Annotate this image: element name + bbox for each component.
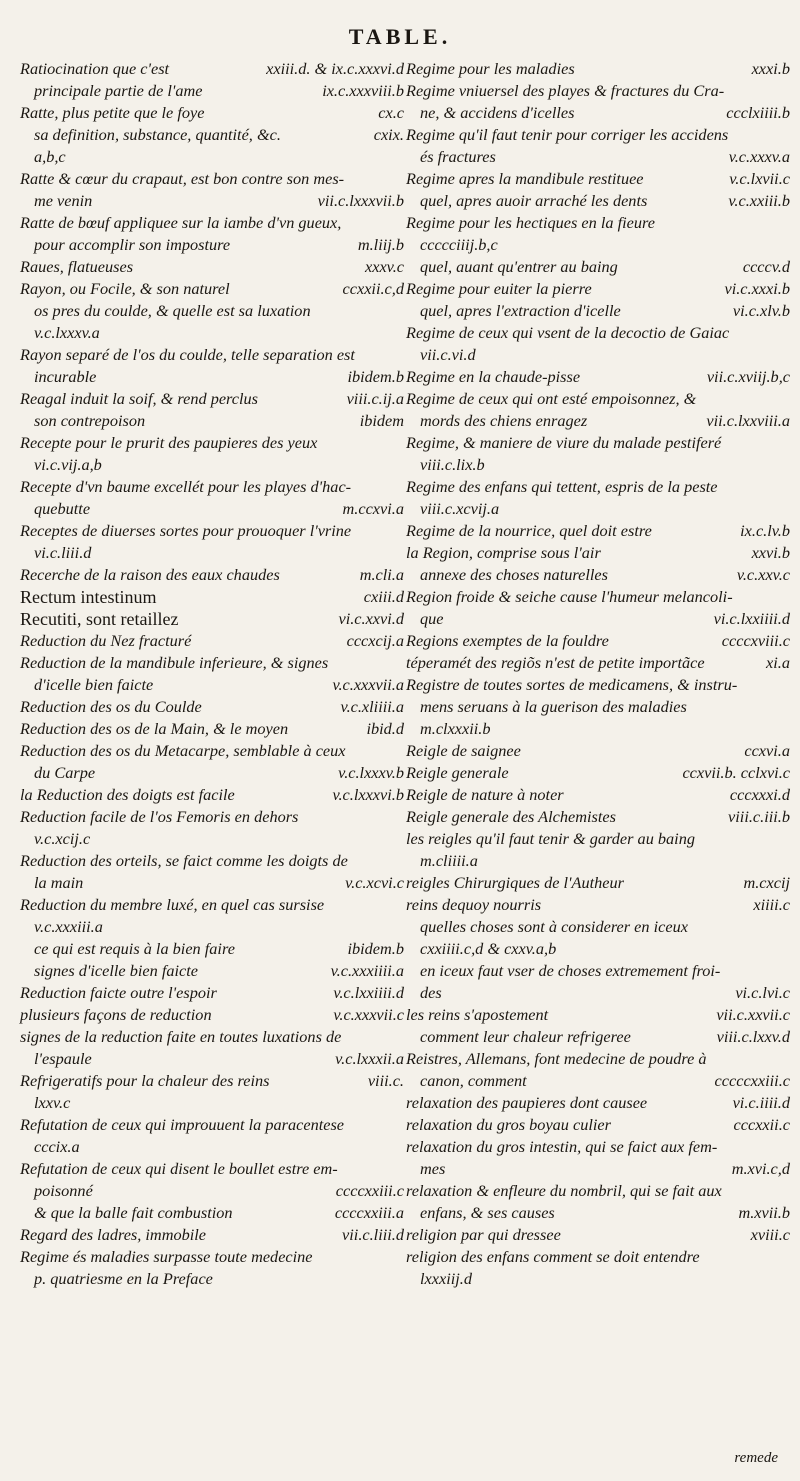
entry-text: mes — [420, 1159, 446, 1178]
index-entry — [20, 674, 404, 696]
index-entry — [20, 432, 404, 454]
entry-text: Reigle generale — [406, 763, 509, 782]
index-entry — [406, 630, 790, 652]
index-entry — [406, 58, 790, 80]
entry-text: Recerche de la raison des eaux chaudes — [20, 565, 280, 584]
index-entry — [20, 1136, 404, 1158]
entry-reference: ccccxxiii.a — [331, 1202, 404, 1224]
entry-reference: xiiii.c — [749, 894, 790, 916]
entry-text: Reigle de saignee — [406, 741, 521, 760]
entry-reference: ccccxviii.c — [718, 630, 790, 652]
index-entry — [406, 762, 790, 784]
index-entry — [406, 608, 790, 630]
entry-text: relaxation & enfleure du nombril, qui se fait aux — [406, 1181, 722, 1200]
entry-reference: vii.c.xviij.b,c — [703, 366, 790, 388]
entry-reference: m.cxcij — [739, 872, 790, 894]
index-entry — [20, 366, 404, 388]
entry-text: mords des chiens enragez — [420, 411, 588, 430]
index-entry — [406, 1158, 790, 1180]
index-entry — [20, 916, 404, 938]
entry-reference: v.c.lxxiiii.d — [329, 982, 404, 1004]
entry-text: relaxation du gros boyau culier — [406, 1115, 611, 1134]
entry-text: les reins s'apostement — [406, 1005, 549, 1024]
entry-text: Regime apres la mandibule restituee — [406, 169, 644, 188]
entry-text: viii.c.lix.b — [420, 455, 485, 474]
index-entry — [406, 674, 790, 696]
entry-reference: cccccxxiii.c — [711, 1070, 790, 1092]
entry-text: relaxation du gros intestin, qui se faict aux fem- — [406, 1137, 718, 1156]
entry-text: Regime en la chaude-pisse — [406, 367, 581, 386]
entry-text: plusieurs façons de reduction — [20, 1005, 212, 1024]
entry-text: Recutiti, sont retaillez — [20, 609, 179, 629]
entry-text: les reigles qu'il faut tenir & garder au baing — [406, 829, 695, 848]
index-entry — [406, 520, 790, 542]
entry-text: lxxxiij.d — [420, 1269, 472, 1288]
index-entry — [20, 784, 404, 806]
entry-reference: v.c.xxxvii.c — [329, 1004, 404, 1026]
index-entry — [20, 938, 404, 960]
index-entry — [20, 190, 404, 212]
entry-text: Reistres, Allemans, font medecine de poudre à — [406, 1049, 707, 1068]
index-entry — [406, 432, 790, 454]
index-entry — [20, 894, 404, 916]
entry-text: vi.c.liii.d — [34, 543, 92, 562]
index-entry — [20, 1180, 404, 1202]
index-entry — [20, 410, 404, 432]
entry-text: annexe des choses naturelles — [420, 565, 608, 584]
index-entry — [406, 1246, 790, 1268]
entry-text: signes de la reduction faite en toutes luxations de — [20, 1027, 342, 1046]
entry-text: Regime de la nourrice, quel doit estre — [406, 521, 652, 540]
entry-text: principale partie de l'ame — [34, 81, 203, 100]
index-entry — [20, 102, 404, 124]
entry-reference: v.c.xxxiiii.a — [327, 960, 404, 982]
index-entry — [20, 1268, 404, 1290]
index-entry — [20, 960, 404, 982]
entry-text: Reduction des os de la Main, & le moyen — [20, 719, 289, 738]
entry-text: Recepte pour le prurit des paupieres des yeux — [20, 433, 318, 452]
index-entry — [406, 344, 790, 366]
entry-reference: xxxv.c — [361, 256, 404, 278]
entry-reference: xxiii.d. & ix.c.xxxvi.d — [262, 58, 404, 80]
entry-reference: viii.c.ij.a — [343, 388, 404, 410]
index-entry — [406, 454, 790, 476]
index-entry — [20, 344, 404, 366]
index-entry — [20, 1048, 404, 1070]
entry-text: Reduction faicte outre l'espoir — [20, 983, 217, 1002]
entry-reference: vi.c.lxxiiii.d — [710, 608, 790, 630]
index-entry — [20, 982, 404, 1004]
entry-text: Ratte & cœur du crapaut, est bon contre son mes- — [20, 169, 345, 188]
index-entry — [406, 146, 790, 168]
entry-text: ce qui est requis à la bien faire — [34, 939, 235, 958]
index-entry — [406, 784, 790, 806]
entry-reference: ibidem.b — [343, 366, 404, 388]
index-entry — [406, 1092, 790, 1114]
index-entry — [20, 1224, 404, 1246]
entry-text: pour accomplir son imposture — [34, 235, 231, 254]
entry-text: Reduction du Nez fracturé — [20, 631, 192, 650]
entry-text: Regime de ceux qui vsent de la decoctio de Gaiac — [406, 323, 730, 342]
index-entry — [406, 542, 790, 564]
entry-text: Region froide & seiche cause l'humeur melancoli- — [406, 587, 733, 606]
index-entry — [20, 586, 404, 608]
index-entry — [406, 102, 790, 124]
index-entry — [20, 630, 404, 652]
entry-reference: xxvi.b — [748, 542, 790, 564]
entry-text: Ratte, plus petite que le foye — [20, 103, 205, 122]
entry-text: religion des enfans comment se doit entendre — [406, 1247, 700, 1266]
entry-text: poisonné — [34, 1181, 93, 1200]
entry-text: Reduction de la mandibule inferieure, & signes — [20, 653, 329, 672]
entry-reference: vi.c.xxvi.d — [334, 608, 404, 630]
index-entry — [20, 212, 404, 234]
entry-text: Regime, & maniere de viure du malade pestiferé — [406, 433, 722, 452]
entry-reference: cxiii.d — [360, 586, 404, 608]
entry-text: me venin — [34, 191, 93, 210]
entry-text: m.clxxxii.b — [420, 719, 491, 738]
entry-text: & que la balle fait combustion — [34, 1203, 233, 1222]
entry-text: Regions exemptes de la fouldre — [406, 631, 609, 650]
entry-reference: cxix. — [370, 124, 404, 146]
entry-reference: xviii.c — [747, 1224, 790, 1246]
entry-text: quel, apres auoir arraché les dents — [420, 191, 648, 210]
entry-text: Regard des ladres, immobile — [20, 1225, 207, 1244]
entry-text: a,b,c — [34, 147, 66, 166]
entry-text: enfans, & ses causes — [420, 1203, 555, 1222]
entry-reference: v.c.lxxxv.b — [334, 762, 404, 784]
entry-reference: vi.c.xlv.b — [729, 300, 790, 322]
entry-text: son contrepoison — [34, 411, 146, 430]
entry-text: comment leur chaleur refrigeree — [420, 1027, 631, 1046]
entry-text: Regime és maladies surpasse toute medecine — [20, 1247, 313, 1266]
entry-reference: m.xvii.b — [734, 1202, 790, 1224]
entry-text: quel, auant qu'entrer au baing — [420, 257, 618, 276]
index-entry — [406, 740, 790, 762]
entry-reference: m.cli.a — [356, 564, 404, 586]
entry-reference: xxxi.b — [748, 58, 790, 80]
entry-text: la Reduction des doigts est facile — [20, 785, 235, 804]
entry-reference: ccccxxiii.c — [332, 1180, 404, 1202]
entry-text: Regime pour les hectiques en la fieure — [406, 213, 655, 232]
entry-text: Raues, flatueuses — [20, 257, 134, 276]
index-entry — [406, 80, 790, 102]
index-entry — [406, 190, 790, 212]
index-entry — [20, 806, 404, 828]
entry-reference: v.c.lxvii.c — [725, 168, 790, 190]
entry-text: quelles choses sont à considerer en iceux — [420, 917, 688, 936]
entry-reference: v.c.xliiii.a — [337, 696, 404, 718]
index-entry — [406, 916, 790, 938]
entry-reference: vi.c.iiii.d — [729, 1092, 790, 1114]
index-entry — [406, 806, 790, 828]
entry-text: en iceux faut vser de choses extremement froi- — [420, 961, 721, 980]
index-entry — [20, 476, 404, 498]
entry-reference: ibidem.b — [343, 938, 404, 960]
index-entry — [20, 1026, 404, 1048]
entry-text: Regime de ceux qui ont esté empoisonnez, & — [406, 389, 697, 408]
entry-text: Recepte d'vn baume excellét pour les playes d'hac- — [20, 477, 352, 496]
entry-reference: v.c.xxiii.b — [724, 190, 790, 212]
entry-text: quel, apres l'extraction d'icelle — [420, 301, 621, 320]
entry-reference: vii.c.lxxviii.a — [702, 410, 790, 432]
index-entry — [20, 168, 404, 190]
index-entry — [20, 80, 404, 102]
entry-text: Rayon, ou Focile, & son naturel — [20, 279, 230, 298]
index-entry — [20, 278, 404, 300]
entry-reference: vi.c.lvi.c — [731, 982, 790, 1004]
entry-text: Rayon separé de l'os du coulde, telle separation est — [20, 345, 355, 364]
index-entry — [20, 520, 404, 542]
left-column — [20, 58, 404, 1290]
index-entry — [20, 58, 404, 80]
index-entry — [20, 1158, 404, 1180]
index-entry — [20, 872, 404, 894]
index-entry — [20, 1004, 404, 1026]
entry-text: Regime pour euiter la pierre — [406, 279, 592, 298]
index-entry — [406, 1136, 790, 1158]
index-entry — [406, 278, 790, 300]
entry-reference: ibid.d — [362, 718, 404, 740]
index-entry — [406, 1048, 790, 1070]
index-entry — [20, 740, 404, 762]
index-entry — [406, 256, 790, 278]
entry-text: Refutation de ceux qui improuuent la paracentese — [20, 1115, 345, 1134]
index-entry — [406, 168, 790, 190]
index-entry — [406, 1004, 790, 1026]
entry-reference: xi.a — [762, 652, 790, 674]
entry-reference: ccxvi.a — [740, 740, 790, 762]
entry-text: la main — [34, 873, 84, 892]
index-entry — [406, 498, 790, 520]
entry-reference: vi.c.xxxi.b — [720, 278, 790, 300]
right-column — [406, 58, 790, 1290]
entry-text: Regime des enfans qui tettent, espris de la peste — [406, 477, 718, 496]
entry-reference: cccxxxi.d — [726, 784, 790, 806]
index-entry — [20, 1246, 404, 1268]
entry-text: quebutte — [34, 499, 91, 518]
entry-text: Reduction facile de l'os Femoris en dehors — [20, 807, 299, 826]
entry-reference: ccclxiiii.b — [722, 102, 790, 124]
entry-text: la Region, comprise sous l'air — [406, 543, 601, 562]
index-entry — [406, 1114, 790, 1136]
entry-reference: ix.c.lv.b — [736, 520, 790, 542]
entry-text: signes d'icelle bien faicte — [34, 961, 198, 980]
entry-reference: m.xvi.c,d — [728, 1158, 790, 1180]
entry-reference: viii.c. — [364, 1070, 404, 1092]
entry-text: vii.c.vi.d — [420, 345, 476, 364]
entry-text: Reduction des os du Metacarpe, semblable à ceux — [20, 741, 346, 760]
index-entry — [406, 982, 790, 1004]
index-entry — [406, 1026, 790, 1048]
index-entry — [406, 850, 790, 872]
index-entry — [406, 1268, 790, 1290]
entry-text: vi.c.vij.a,b — [34, 455, 102, 474]
entry-text: que — [420, 609, 444, 628]
entry-reference: v.c.xxxv.a — [725, 146, 790, 168]
entry-reference: vii.c.liii.d — [338, 1224, 404, 1246]
entry-reference: m.liij.b — [354, 234, 404, 256]
index-entry — [406, 366, 790, 388]
index-entry — [406, 322, 790, 344]
entry-reference: v.c.xcvi.c — [341, 872, 404, 894]
entry-text: Reduction du membre luxé, en quel cas sursise — [20, 895, 325, 914]
index-entry — [406, 410, 790, 432]
entry-reference: cccxcij.a — [343, 630, 404, 652]
entry-text: incurable — [34, 367, 97, 386]
index-entry — [20, 652, 404, 674]
entry-reference: ix.c.xxxviii.b — [318, 80, 404, 102]
index-entry — [406, 1070, 790, 1092]
entry-text: viii.c.xcvij.a — [420, 499, 500, 518]
index-entry — [20, 146, 404, 168]
entry-text: Regime vniuersel des playes & fractures du Cra- — [406, 81, 725, 100]
index-entry — [406, 872, 790, 894]
entry-text: du Carpe — [34, 763, 96, 782]
index-entry — [406, 960, 790, 982]
entry-text: cccix.a — [34, 1137, 80, 1156]
entry-text: sa definition, substance, quantité, &c. — [34, 125, 281, 144]
entry-text: Ratiocination que c'est — [20, 59, 170, 78]
index-entry — [406, 718, 790, 740]
index-entry — [20, 542, 404, 564]
index-entry — [20, 1070, 404, 1092]
index-entry — [20, 454, 404, 476]
entry-text: d'icelle bien faicte — [34, 675, 154, 694]
index-entry — [406, 938, 790, 960]
index-entry — [406, 476, 790, 498]
entry-reference: ccxxii.c,d — [339, 278, 404, 300]
entry-text: ccccciiij.b,c — [420, 235, 498, 254]
entry-reference: v.c.xxxvii.a — [328, 674, 404, 696]
entry-text: Rectum intestinum — [20, 587, 157, 607]
index-entry — [20, 828, 404, 850]
index-entry — [406, 388, 790, 410]
entry-reference: viii.c.iii.b — [724, 806, 790, 828]
index-entry — [20, 498, 404, 520]
index-entry — [20, 388, 404, 410]
entry-text: Refrigeratifs pour la chaleur des reins — [20, 1071, 270, 1090]
entry-text: Reigle generale des Alchemistes — [406, 807, 616, 826]
index-entry — [20, 696, 404, 718]
index-entry — [20, 300, 404, 322]
entry-text: Reigle de nature à noter — [406, 785, 564, 804]
index-entry — [406, 1224, 790, 1246]
entry-text: cxxiiii.c,d & cxxv.a,b — [420, 939, 557, 958]
index-entry — [20, 1114, 404, 1136]
entry-reference: v.c.xxv.c — [733, 564, 790, 586]
entry-text: relaxation des paupieres dont causee — [406, 1093, 648, 1112]
index-entry — [406, 1180, 790, 1202]
entry-text: Reagal induit la soif, & rend perclus — [20, 389, 259, 408]
entry-text: és fractures — [420, 147, 496, 166]
index-entry — [20, 322, 404, 344]
entry-text: l'espaule — [34, 1049, 92, 1068]
entry-text: ne, & accidens d'icelles — [420, 103, 575, 122]
index-entry — [20, 564, 404, 586]
entry-text: des — [420, 983, 442, 1002]
entry-reference: ccccv.d — [739, 256, 790, 278]
entry-text: canon, comment — [420, 1071, 527, 1090]
index-entry — [406, 234, 790, 256]
entry-reference: vii.c.xxvii.c — [712, 1004, 790, 1026]
entry-text: Regime qu'il faut tenir pour corriger les accidens — [406, 125, 729, 144]
index-entry — [20, 256, 404, 278]
entry-reference: ibidem — [356, 410, 404, 432]
index-entry — [20, 234, 404, 256]
entry-text: Reduction des os du Coulde — [20, 697, 202, 716]
index-entry — [406, 894, 790, 916]
index-entry — [406, 564, 790, 586]
entry-text: reins dequoy nourris — [406, 895, 542, 914]
index-entry — [20, 124, 404, 146]
index-entry — [406, 1202, 790, 1224]
index-entry — [20, 762, 404, 784]
entry-text: reigles Chirurgiques de l'Autheur — [406, 873, 624, 892]
entry-text: v.c.lxxxv.a — [34, 323, 100, 342]
entry-text: v.c.xxxiii.a — [34, 917, 103, 936]
index-entry — [406, 652, 790, 674]
entry-text: religion par qui dressee — [406, 1225, 561, 1244]
entry-text: lxxv.c — [34, 1093, 71, 1112]
entry-text: Ratte de bœuf appliquee sur la iambe d'vn gueux, — [20, 213, 342, 232]
entry-text: Receptes de diuerses sortes pour prouoquer l'vrine — [20, 521, 352, 540]
entry-reference: cccxxii.c — [730, 1114, 790, 1136]
entry-reference: m.ccxvi.a — [339, 498, 404, 520]
entry-reference: ccxvii.b. cclxvi.c — [678, 762, 790, 784]
index-entry — [20, 850, 404, 872]
catchword: remede — [734, 1450, 778, 1466]
index-entry — [20, 718, 404, 740]
index-entry — [20, 1202, 404, 1224]
index-entry — [406, 828, 790, 850]
entry-text: mens seruans à la guerison des maladies — [420, 697, 687, 716]
entry-text: téperamét des regiõs n'est de petite importãce — [406, 653, 705, 672]
index-entry — [406, 124, 790, 146]
entry-reference: cx.c — [374, 102, 404, 124]
index-entry — [406, 212, 790, 234]
entry-text: Registre de toutes sortes de medicamens, & instru- — [406, 675, 738, 694]
entry-text: Regime pour les maladies — [406, 59, 575, 78]
entry-text: Reduction des orteils, se faict comme les doigts de — [20, 851, 348, 870]
entry-reference: v.c.lxxxvi.b — [328, 784, 404, 806]
entry-reference: v.c.lxxxii.a — [331, 1048, 404, 1070]
entry-text: Refutation de ceux qui disent le boullet estre em- — [20, 1159, 338, 1178]
entry-text: m.cliiii.a — [420, 851, 478, 870]
entry-text: p. quatriesme en la Preface — [34, 1269, 213, 1288]
entry-reference: viii.c.lxxv.d — [713, 1026, 790, 1048]
page-title: TABLE. — [348, 24, 452, 49]
index-entry — [406, 300, 790, 322]
index-entry — [406, 586, 790, 608]
entry-reference: vii.c.lxxxvii.b — [314, 190, 404, 212]
entry-text: os pres du coulde, & quelle est sa luxation — [34, 301, 311, 320]
index-entry — [20, 1092, 404, 1114]
entry-text: v.c.xcij.c — [34, 829, 91, 848]
index-entry — [406, 696, 790, 718]
index-entry — [20, 608, 404, 630]
